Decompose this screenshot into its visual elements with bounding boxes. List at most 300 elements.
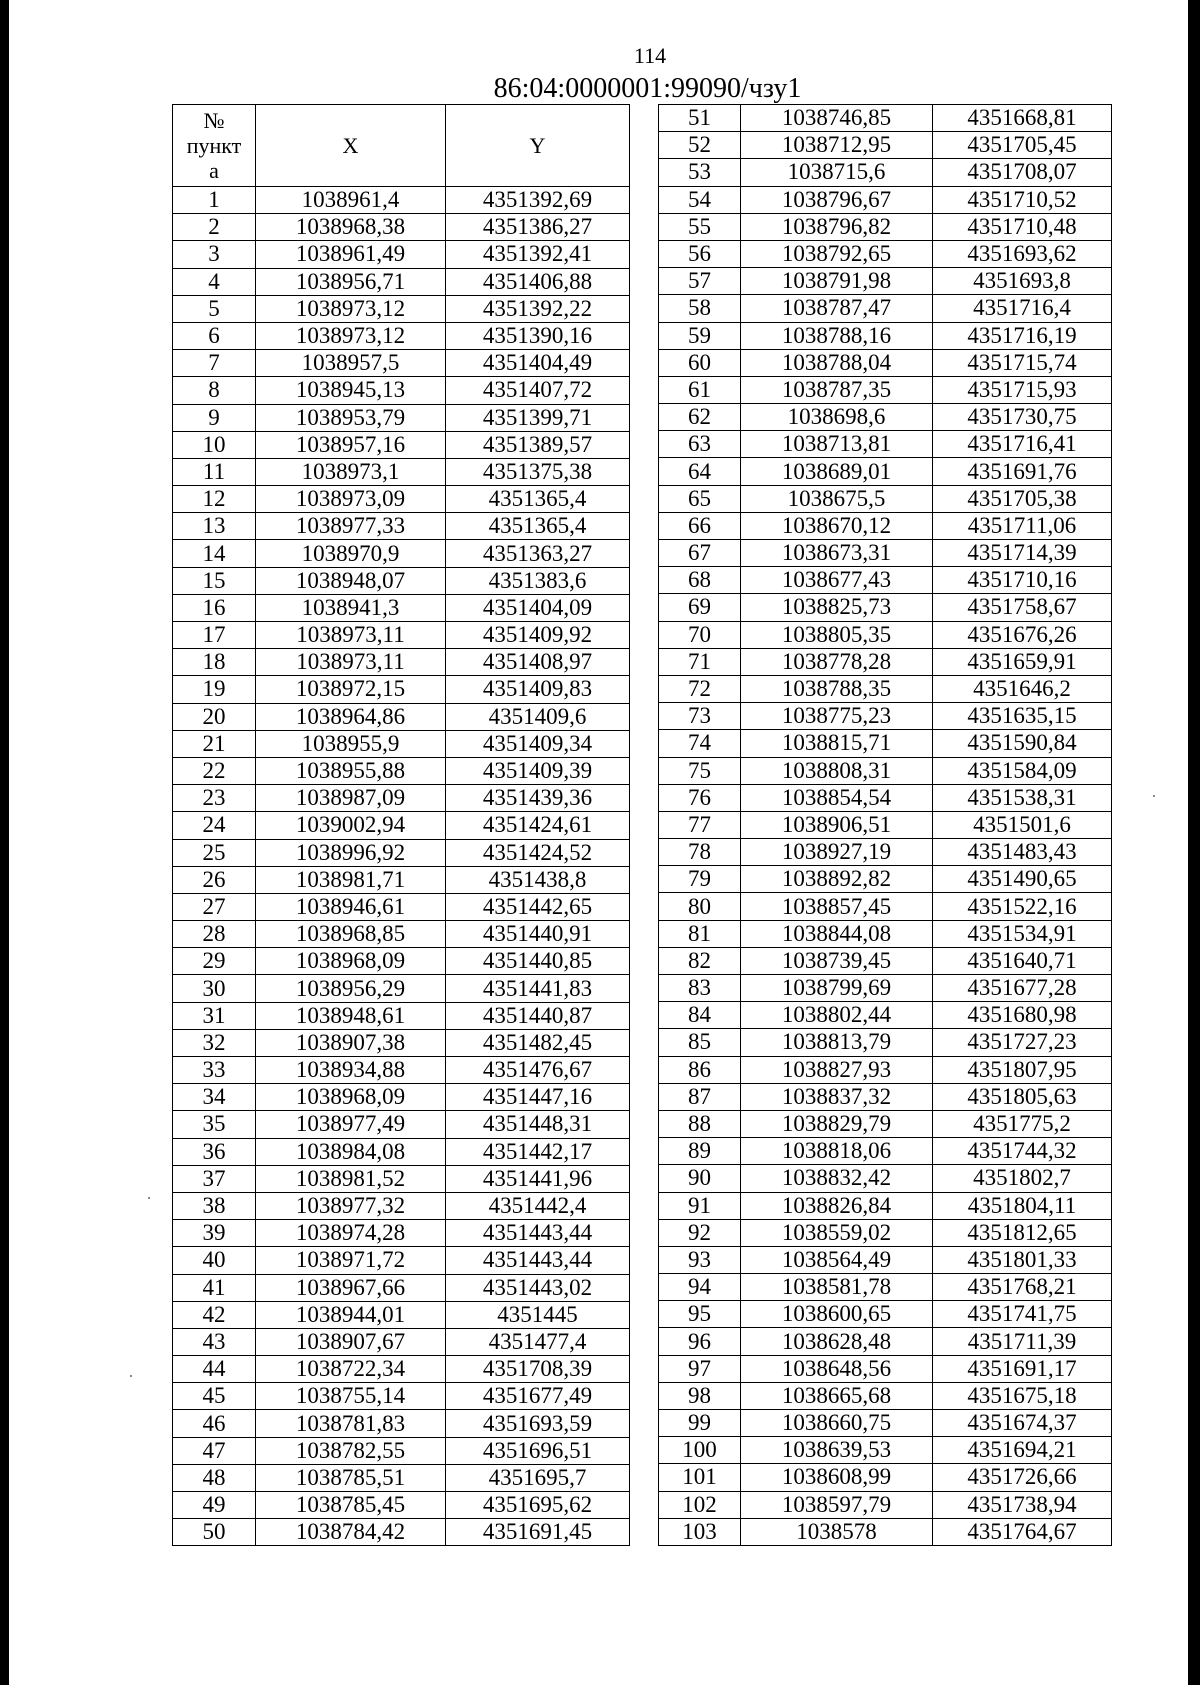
- y-coordinate-cell: 4351812,65: [933, 1219, 1112, 1246]
- y-coordinate-cell: 4351442,4: [446, 1192, 630, 1219]
- table-row: [659, 675, 1112, 702]
- table-row: [173, 757, 630, 784]
- x-coordinate-cell: 1038818,06: [741, 1138, 933, 1165]
- y-coordinate-cell: 4351440,91: [446, 921, 630, 948]
- y-coordinate-cell: 4351705,45: [933, 132, 1112, 159]
- table-row: [659, 757, 1112, 784]
- table-row: [659, 159, 1112, 186]
- x-coordinate-cell: 1038977,33: [256, 513, 446, 540]
- point-number-cell: 94: [659, 1274, 741, 1301]
- x-coordinate-cell: 1038564,49: [741, 1246, 933, 1273]
- table-row: [173, 730, 630, 757]
- x-coordinate-cell: 1038775,23: [741, 703, 933, 730]
- x-coordinate-cell: 1038784,42: [256, 1519, 446, 1546]
- y-coordinate-cell: 4351404,49: [446, 350, 630, 377]
- x-coordinate-cell: 1038600,65: [741, 1301, 933, 1328]
- y-coordinate-cell: 4351691,45: [446, 1519, 630, 1546]
- page-number: 114: [633, 43, 667, 68]
- y-header: Y: [446, 105, 630, 187]
- table-row: [173, 1111, 630, 1138]
- y-coordinate-cell: 4351705,38: [933, 485, 1112, 512]
- scan-edge-right: [1188, 0, 1200, 1685]
- table-row: [659, 893, 1112, 920]
- table-row: [173, 893, 630, 920]
- y-coordinate-cell: 4351386,27: [446, 214, 630, 241]
- point-number-cell: 28: [173, 921, 256, 948]
- x-coordinate-cell: 1038981,71: [256, 866, 446, 893]
- x-coordinate-cell: 1038970,9: [256, 540, 446, 567]
- table-row: [659, 1491, 1112, 1518]
- y-coordinate-cell: 4351490,65: [933, 866, 1112, 893]
- y-coordinate-cell: 4351522,16: [933, 893, 1112, 920]
- table-row: [173, 785, 630, 812]
- scan-speck: [148, 1197, 150, 1199]
- y-coordinate-cell: 4351708,39: [446, 1356, 630, 1383]
- point-number-cell: 24: [173, 812, 256, 839]
- y-coordinate-cell: 4351443,44: [446, 1247, 630, 1274]
- x-coordinate-cell: 1038955,88: [256, 757, 446, 784]
- point-number-cell: 56: [659, 240, 741, 267]
- point-number-cell: 23: [173, 785, 256, 812]
- x-coordinate-cell: 1038957,5: [256, 350, 446, 377]
- y-coordinate-cell: 4351714,39: [933, 540, 1112, 567]
- x-coordinate-cell: 1038722,34: [256, 1356, 446, 1383]
- table-row: [659, 105, 1112, 132]
- point-number-cell: 69: [659, 594, 741, 621]
- x-coordinate-cell: 1038788,16: [741, 322, 933, 349]
- table-row: [173, 1138, 630, 1165]
- x-coordinate-cell: 1038987,09: [256, 785, 446, 812]
- point-number-cell: 60: [659, 349, 741, 376]
- header-row: [173, 105, 630, 187]
- table-row: [659, 730, 1112, 757]
- point-number-cell: 41: [173, 1274, 256, 1301]
- point-number-cell: 30: [173, 975, 256, 1002]
- point-number-cell: 75: [659, 757, 741, 784]
- table-row: [659, 947, 1112, 974]
- x-coordinate-cell: 1038813,79: [741, 1029, 933, 1056]
- table-row: [659, 512, 1112, 539]
- table-row: [173, 1328, 630, 1355]
- x-coordinate-cell: 1038826,84: [741, 1192, 933, 1219]
- x-coordinate-cell: 1038559,02: [741, 1219, 933, 1246]
- y-coordinate-cell: 4351404,09: [446, 594, 630, 621]
- point-number-cell: 47: [173, 1437, 256, 1464]
- table-row: [659, 322, 1112, 349]
- y-coordinate-cell: 4351424,61: [446, 812, 630, 839]
- table-row: [173, 458, 630, 485]
- table-row: [173, 703, 630, 730]
- table-row: [659, 295, 1112, 322]
- point-number-cell: 90: [659, 1165, 741, 1192]
- y-coordinate-cell: 4351691,17: [933, 1355, 1112, 1382]
- table-row: [173, 214, 630, 241]
- x-coordinate-cell: 1038677,43: [741, 567, 933, 594]
- y-coordinate-cell: 4351710,48: [933, 213, 1112, 240]
- x-coordinate-cell: 1038973,11: [256, 649, 446, 676]
- x-coordinate-cell: 1038945,13: [256, 377, 446, 404]
- table-row: [173, 241, 630, 268]
- x-coordinate-cell: 1038785,45: [256, 1492, 446, 1519]
- point-number-cell: 37: [173, 1165, 256, 1192]
- point-number-cell: 74: [659, 730, 741, 757]
- point-number-cell: 83: [659, 975, 741, 1002]
- point-number-cell: 65: [659, 485, 741, 512]
- point-number-cell: 40: [173, 1247, 256, 1274]
- y-coordinate-cell: 4351802,7: [933, 1165, 1112, 1192]
- point-number-cell: 97: [659, 1355, 741, 1382]
- point-number-cell: 68: [659, 567, 741, 594]
- point-number-cell: 43: [173, 1328, 256, 1355]
- table-row: [173, 1002, 630, 1029]
- y-coordinate-cell: 4351694,21: [933, 1437, 1112, 1464]
- table-row: [173, 594, 630, 621]
- point-number-cell: 38: [173, 1192, 256, 1219]
- point-number-cell: 81: [659, 920, 741, 947]
- x-coordinate-cell: 1038973,1: [256, 458, 446, 485]
- y-coordinate-cell: 4351804,11: [933, 1192, 1112, 1219]
- x-coordinate-cell: 1038946,61: [256, 893, 446, 920]
- y-coordinate-cell: 4351409,92: [446, 622, 630, 649]
- x-coordinate-cell: 1038670,12: [741, 512, 933, 539]
- point-number-cell: 50: [173, 1519, 256, 1546]
- table-row: [659, 594, 1112, 621]
- y-coordinate-cell: 4351711,06: [933, 512, 1112, 539]
- table-row: [173, 1274, 630, 1301]
- y-coordinate-cell: 4351715,74: [933, 349, 1112, 376]
- y-coordinate-cell: 4351716,41: [933, 431, 1112, 458]
- point-number-cell: 72: [659, 675, 741, 702]
- x-coordinate-cell: 1038787,47: [741, 295, 933, 322]
- point-number-cell: 16: [173, 594, 256, 621]
- y-coordinate-cell: 4351439,36: [446, 785, 630, 812]
- y-coordinate-cell: 4351677,49: [446, 1383, 630, 1410]
- y-coordinate-cell: 4351693,8: [933, 268, 1112, 295]
- y-coordinate-cell: 4351807,95: [933, 1056, 1112, 1083]
- y-coordinate-cell: 4351675,18: [933, 1382, 1112, 1409]
- x-coordinate-cell: 1038796,82: [741, 213, 933, 240]
- scan-edge-left: [0, 0, 9, 1685]
- table-row: [659, 648, 1112, 675]
- point-number-cell: 85: [659, 1029, 741, 1056]
- x-coordinate-cell: 1038977,32: [256, 1192, 446, 1219]
- point-number-cell: 84: [659, 1002, 741, 1029]
- y-coordinate-cell: 4351640,71: [933, 947, 1112, 974]
- y-coordinate-cell: 4351677,28: [933, 975, 1112, 1002]
- y-coordinate-cell: 4351383,6: [446, 567, 630, 594]
- y-coordinate-cell: 4351691,76: [933, 458, 1112, 485]
- x-coordinate-cell: 1038778,28: [741, 648, 933, 675]
- point-number-cell: 7: [173, 350, 256, 377]
- table-row: [173, 567, 630, 594]
- y-coordinate-cell: 4351448,31: [446, 1111, 630, 1138]
- y-coordinate-cell: 4351445: [446, 1301, 630, 1328]
- x-coordinate-cell: 1038639,53: [741, 1437, 933, 1464]
- table-row: [659, 349, 1112, 376]
- x-coordinate-cell: 1038967,66: [256, 1274, 446, 1301]
- table-row: [659, 1110, 1112, 1137]
- x-coordinate-cell: 1038815,71: [741, 730, 933, 757]
- point-number-cell: 22: [173, 757, 256, 784]
- x-coordinate-cell: 1038854,54: [741, 784, 933, 811]
- x-coordinate-cell: 1038698,6: [741, 404, 933, 431]
- x-coordinate-cell: 1038972,15: [256, 676, 446, 703]
- table-row: [173, 1464, 630, 1491]
- y-coordinate-cell: 4351805,63: [933, 1083, 1112, 1110]
- table-row: [173, 1165, 630, 1192]
- table-row: [659, 567, 1112, 594]
- x-coordinate-cell: 1038829,79: [741, 1110, 933, 1137]
- point-number-cell: 11: [173, 458, 256, 485]
- point-number-cell: 9: [173, 404, 256, 431]
- point-number-cell: 70: [659, 621, 741, 648]
- x-coordinate-cell: 1038715,6: [741, 159, 933, 186]
- x-coordinate-cell: 1038788,04: [741, 349, 933, 376]
- point-number-cell: 78: [659, 839, 741, 866]
- table-row: [659, 784, 1112, 811]
- coordinates-table-left: [172, 104, 630, 1546]
- table-row: [173, 1220, 630, 1247]
- point-number-cell: 54: [659, 186, 741, 213]
- table-row: [659, 975, 1112, 1002]
- point-number-cell: 58: [659, 295, 741, 322]
- x-coordinate-cell: 1038581,78: [741, 1274, 933, 1301]
- x-coordinate-cell: 1038961,49: [256, 241, 446, 268]
- table-row: [173, 268, 630, 295]
- table-row: [173, 1192, 630, 1219]
- x-coordinate-cell: 1038844,08: [741, 920, 933, 947]
- y-coordinate-cell: 4351399,71: [446, 404, 630, 431]
- table-row: [659, 1410, 1112, 1437]
- point-number-cell: 66: [659, 512, 741, 539]
- y-coordinate-cell: 4351409,83: [446, 676, 630, 703]
- y-coordinate-cell: 4351440,87: [446, 1002, 630, 1029]
- point-number-cell: 10: [173, 431, 256, 458]
- y-coordinate-cell: 4351668,81: [933, 105, 1112, 132]
- y-coordinate-cell: 4351695,7: [446, 1464, 630, 1491]
- x-coordinate-cell: 1038578: [741, 1518, 933, 1545]
- x-coordinate-cell: 1038996,92: [256, 839, 446, 866]
- x-coordinate-cell: 1038968,09: [256, 1084, 446, 1111]
- point-number-cell: 33: [173, 1057, 256, 1084]
- point-number-cell: 73: [659, 703, 741, 730]
- x-coordinate-cell: 1038973,09: [256, 486, 446, 513]
- y-coordinate-cell: 4351534,91: [933, 920, 1112, 947]
- y-coordinate-cell: 4351443,02: [446, 1274, 630, 1301]
- table-row: [659, 540, 1112, 567]
- table-row: [659, 1002, 1112, 1029]
- point-number-cell: 52: [659, 132, 741, 159]
- x-coordinate-cell: 1038977,49: [256, 1111, 446, 1138]
- table-row: [173, 322, 630, 349]
- point-number-cell: 18: [173, 649, 256, 676]
- point-number-cell: 55: [659, 213, 741, 240]
- point-number-cell: 27: [173, 893, 256, 920]
- table-row: [659, 1138, 1112, 1165]
- table-row: [173, 866, 630, 893]
- x-coordinate-cell: 1038857,45: [741, 893, 933, 920]
- y-coordinate-cell: 4351442,65: [446, 893, 630, 920]
- table-row: [173, 812, 630, 839]
- point-number-cell: 80: [659, 893, 741, 920]
- y-coordinate-cell: 4351768,21: [933, 1274, 1112, 1301]
- table-row: [659, 1382, 1112, 1409]
- point-number-cell: 99: [659, 1410, 741, 1437]
- point-number-cell: 12: [173, 486, 256, 513]
- table-row: [173, 404, 630, 431]
- table-row: [659, 1246, 1112, 1273]
- x-coordinate-cell: 1038981,52: [256, 1165, 446, 1192]
- x-coordinate-cell: 1038973,11: [256, 622, 446, 649]
- table-row: [173, 839, 630, 866]
- y-coordinate-cell: 4351482,45: [446, 1029, 630, 1056]
- table-row: [173, 921, 630, 948]
- y-coordinate-cell: 4351710,52: [933, 186, 1112, 213]
- scan-speck: [1153, 795, 1155, 797]
- point-number-cell: 86: [659, 1056, 741, 1083]
- point-number-header: [173, 105, 256, 187]
- y-coordinate-cell: 4351440,85: [446, 948, 630, 975]
- y-coordinate-cell: 4351635,15: [933, 703, 1112, 730]
- y-coordinate-cell: 4351424,52: [446, 839, 630, 866]
- table-row: [173, 1029, 630, 1056]
- y-coordinate-cell: 4351716,19: [933, 322, 1112, 349]
- point-number-cell: 25: [173, 839, 256, 866]
- point-number-cell: 5: [173, 295, 256, 322]
- y-coordinate-cell: 4351715,93: [933, 376, 1112, 403]
- x-header: X: [256, 105, 446, 187]
- point-number-header-line-3: а: [209, 158, 219, 183]
- point-number-cell: 31: [173, 1002, 256, 1029]
- point-number-cell: 88: [659, 1110, 741, 1137]
- x-coordinate-cell: 1038713,81: [741, 431, 933, 458]
- x-coordinate-cell: 1038973,12: [256, 295, 446, 322]
- table-row: [173, 1383, 630, 1410]
- x-coordinate-cell: 1038956,71: [256, 268, 446, 295]
- x-coordinate-cell: 1038948,61: [256, 1002, 446, 1029]
- y-coordinate-cell: 4351696,51: [446, 1437, 630, 1464]
- table-row: [659, 213, 1112, 240]
- x-coordinate-cell: 1038957,16: [256, 431, 446, 458]
- x-coordinate-cell: 1038648,56: [741, 1355, 933, 1382]
- table-row: [659, 1056, 1112, 1083]
- table-row: [659, 1219, 1112, 1246]
- table-row: [173, 431, 630, 458]
- point-number-cell: 95: [659, 1301, 741, 1328]
- y-coordinate-cell: 4351406,88: [446, 268, 630, 295]
- x-coordinate-cell: 1038964,86: [256, 703, 446, 730]
- table-row: [659, 1165, 1112, 1192]
- x-coordinate-cell: 1038825,73: [741, 594, 933, 621]
- point-number-cell: 1: [173, 187, 256, 214]
- table-row: [173, 187, 630, 214]
- x-coordinate-cell: 1038941,3: [256, 594, 446, 621]
- y-coordinate-cell: 4351390,16: [446, 322, 630, 349]
- point-number-cell: 4: [173, 268, 256, 295]
- point-number-cell: 29: [173, 948, 256, 975]
- point-number-cell: 49: [173, 1492, 256, 1519]
- table-row: [659, 240, 1112, 267]
- table-row: [659, 1464, 1112, 1491]
- x-coordinate-cell: 1038781,83: [256, 1410, 446, 1437]
- y-coordinate-cell: 4351375,38: [446, 458, 630, 485]
- y-coordinate-cell: 4351408,97: [446, 649, 630, 676]
- table-row: [659, 703, 1112, 730]
- x-coordinate-cell: 1038968,09: [256, 948, 446, 975]
- y-coordinate-cell: 4351365,4: [446, 486, 630, 513]
- point-number-cell: 17: [173, 622, 256, 649]
- y-coordinate-cell: 4351741,75: [933, 1301, 1112, 1328]
- table-row: [659, 458, 1112, 485]
- table-row: [173, 1247, 630, 1274]
- x-coordinate-cell: 1038974,28: [256, 1220, 446, 1247]
- x-coordinate-cell: 1038799,69: [741, 975, 933, 1002]
- table-row: [173, 540, 630, 567]
- table-row: [173, 1301, 630, 1328]
- x-coordinate-cell: 1038628,48: [741, 1328, 933, 1355]
- y-coordinate-cell: 4351442,17: [446, 1138, 630, 1165]
- y-coordinate-cell: 4351710,16: [933, 567, 1112, 594]
- y-coordinate-cell: 4351441,83: [446, 975, 630, 1002]
- point-number-cell: 102: [659, 1491, 741, 1518]
- table-row: [173, 1057, 630, 1084]
- y-coordinate-cell: 4351744,32: [933, 1138, 1112, 1165]
- point-number-cell: 46: [173, 1410, 256, 1437]
- x-coordinate-cell: 1038906,51: [741, 811, 933, 838]
- table-row: [173, 486, 630, 513]
- point-number-cell: 101: [659, 1464, 741, 1491]
- point-number-cell: 42: [173, 1301, 256, 1328]
- x-coordinate-cell: 1038785,51: [256, 1464, 446, 1491]
- point-number-cell: 96: [659, 1328, 741, 1355]
- x-coordinate-cell: 1038984,08: [256, 1138, 446, 1165]
- table-row: [173, 948, 630, 975]
- point-number-cell: 2: [173, 214, 256, 241]
- y-coordinate-cell: 4351392,22: [446, 295, 630, 322]
- x-coordinate-cell: 1038927,19: [741, 839, 933, 866]
- table-row: [659, 268, 1112, 295]
- x-coordinate-cell: 1038660,75: [741, 1410, 933, 1437]
- table-row: [173, 1519, 630, 1546]
- x-coordinate-cell: 1038934,88: [256, 1057, 446, 1084]
- x-coordinate-cell: 1038796,67: [741, 186, 933, 213]
- table-row: [659, 1274, 1112, 1301]
- point-number-cell: 59: [659, 322, 741, 349]
- y-coordinate-cell: 4351708,07: [933, 159, 1112, 186]
- point-number-cell: 62: [659, 404, 741, 431]
- x-coordinate-cell: 1038968,85: [256, 921, 446, 948]
- x-coordinate-cell: 1038712,95: [741, 132, 933, 159]
- table-row: [659, 839, 1112, 866]
- y-coordinate-cell: 4351726,66: [933, 1464, 1112, 1491]
- table-row: [173, 350, 630, 377]
- table-row: [659, 404, 1112, 431]
- point-number-cell: 45: [173, 1383, 256, 1410]
- point-number-cell: 21: [173, 730, 256, 757]
- y-coordinate-cell: 4351392,69: [446, 187, 630, 214]
- x-coordinate-cell: 1038955,9: [256, 730, 446, 757]
- coordinates-table-right: [658, 104, 1112, 1546]
- point-number-cell: 71: [659, 648, 741, 675]
- x-coordinate-cell: 1038689,01: [741, 458, 933, 485]
- table-row: [659, 132, 1112, 159]
- point-number-cell: 63: [659, 431, 741, 458]
- point-number-cell: 57: [659, 268, 741, 295]
- y-coordinate-cell: 4351646,2: [933, 675, 1112, 702]
- y-coordinate-cell: 4351674,37: [933, 1410, 1112, 1437]
- x-coordinate-cell: 1038953,79: [256, 404, 446, 431]
- point-number-cell: 53: [659, 159, 741, 186]
